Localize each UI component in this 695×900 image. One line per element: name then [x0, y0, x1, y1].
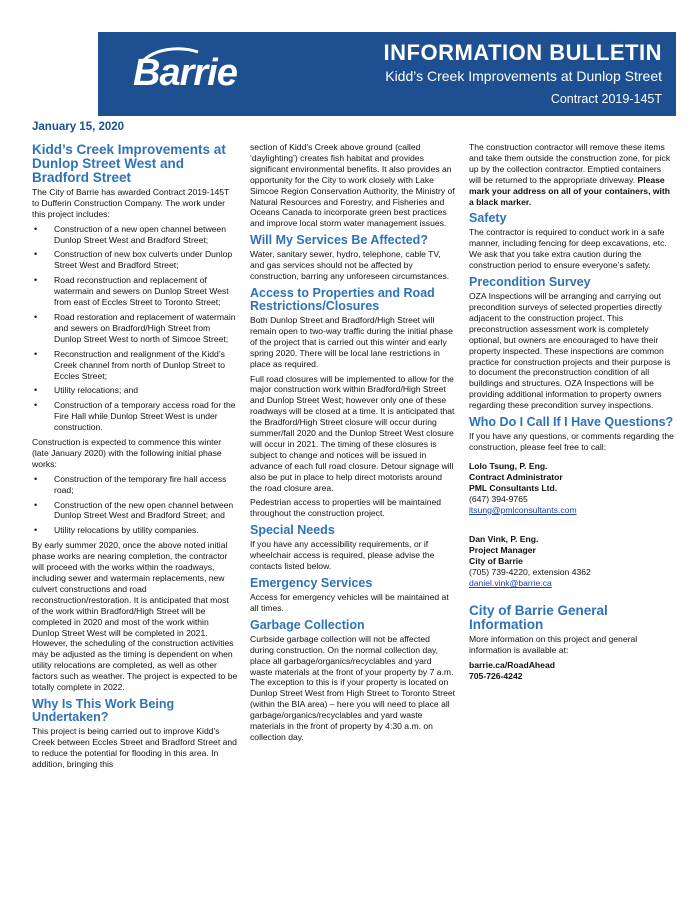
contact-email-link[interactable]: ltsung@pmlconsultants.com	[469, 504, 577, 515]
garbage-cont: The construction contractor will remove these items and take them outside the construction zone, for pick up by the collection contractor. Emptied containers will be returned to the appropriate driveway.	[469, 142, 671, 185]
emergency-text: Access for emergency vehicles will be maintained at all times.	[250, 592, 449, 613]
garbage-text: Curbside garbage collection will not be affected during construction. On the normal collection day, place all garbage/organics/recyclables and yard waste materials at the front of your property by 7 a.m. The exception to this is if your property is located on Dunlop Street West from High Street to Toronto Street (within the BIA area) – here you will need to place all garbage/organics/recyclables and yard waste materials in the front of property by 4:30 a.m. on collection day.	[250, 633, 456, 742]
contact-phone: (705) 739-4220, extension 4362	[469, 566, 591, 577]
bulletin-date: January 15, 2020	[32, 121, 125, 133]
section-heading-why: Why Is This Work Being Undertaken?	[32, 696, 175, 724]
list-item: • Road restoration and replacement of watermain and sewers on Bradford/High Street from Dunlop Street West to north of Simcoe Street;	[32, 312, 238, 345]
contact-name: Lolo Tsung, P. Eng.	[469, 460, 548, 471]
contact-phone: (647) 394-9765	[469, 493, 528, 504]
list-item: • Construction of a temporary access road for the Fire Hall while Dunlop Street West is under construction.	[32, 400, 238, 433]
section-heading-safety: Safety	[469, 211, 507, 226]
column-3	[469, 142, 675, 681]
contact-card-project-manager	[469, 534, 675, 589]
bulletin-subtitle: Kidd’s Creek Improvements at Dunlop Street	[385, 68, 662, 84]
column-2	[250, 142, 456, 747]
general-info-url: barrie.ca/RoadAhead	[469, 659, 555, 670]
list-item: • Reconstruction and realignment of the Kidd’s Creek channel from north of Dunlop Street to Eccles Street;	[32, 349, 238, 382]
list-item: • Construction of new box culverts under Dunlop Street West and Bradford Street;	[32, 249, 238, 271]
services-text: Water, sanitary sewer, hydro, telephone, cable TV, and gas services should not be affected by construction, barring any unforeseen circumstances.	[250, 249, 450, 282]
garbage-mark-notice: Please mark your address on all of your containers, with a black marker.	[469, 174, 671, 207]
garbage-text-continued	[469, 142, 675, 207]
contact-role: Contract Administrator	[469, 471, 563, 482]
list-item: • Construction of a new open channel between Dunlop Street West and Bradford Street;	[32, 224, 238, 246]
barrie-logo: Barrie	[133, 52, 237, 94]
schedule-text: By early summer 2020, once the above noted initial phase works are nearing completion, the contractor will proceed with the works within the roadways, including sewer and watermain replacements, new culvert constructions and road reconstruction/restoration. It is anticipated that most of the work within Bradford/High Street will be completed in 2020 and most of the work within Dunlop Street West will be completed in 2021. However, the scheduling of the construction activities may be adjusted as the timing is dependent on when utility relocations are completed, as well as other factors such as weather. The project is expected to be totally complete in 2022.	[32, 540, 238, 693]
bulletin-title: INFORMATION BULLETIN	[383, 40, 662, 65]
access-text-2: Full road closures will be implemented to allow for the major construction work within Bradford/High Street and Dunlop Street West; however only one of these roadways will be closed at a time. It is anticipated that the Bradford/High Street closure will occur during summer/fall 2020 and the Dunlop Street West closure will occur in 2021. The timing of these closures is subject to change and notices will be issued in advance of each full road closure. Detour signage will also be put in place to help direct motorists around the road closure area.	[250, 373, 455, 493]
section-heading-project: Kidd’s Creek Improvements at Dunlop Street West and Bradford Street	[32, 141, 226, 185]
list-item: • Utility relocations; and	[32, 385, 238, 396]
section-heading-emergency: Emergency Services	[250, 576, 373, 590]
section-heading-access: Access to Properties and Road Restrictions/Closures	[250, 285, 435, 313]
section-heading-services: Will My Services Be Affected?	[250, 233, 428, 248]
contact-org: PML Consultants Ltd.	[469, 482, 558, 493]
phase-intro: Construction is expected to commence this winter (late January 2020) with the following initial phase works:	[32, 437, 222, 469]
section-heading-precondition: Precondition Survey	[469, 275, 591, 290]
contact-name: Dan Vink, P. Eng.	[469, 533, 539, 544]
access-text-1: Both Dunlop Street and Bradford/High Street will remain open to two-way traffic during the initial phase of the project that is carried out this winter and early spring 2020. There will be local lane restrictions in place as required.	[250, 314, 453, 369]
contact-org: City of Barrie	[469, 555, 523, 566]
why-text: This project is being carried out to improve Kidd’s Creek between Eccles Street and Bradford Street and to reduce the potential for flooding in this area. In addition, bringing this	[32, 725, 237, 769]
contact-card-contract-admin	[469, 461, 675, 516]
contract-number: Contract 2019-145T	[550, 92, 662, 106]
precondition-text: OZA Inspections will be arranging and carrying out precondition surveys of selected properties directly adjacent to the construction project. This preconstruction assessment work is completely optional, but owners are encouraged to have their property inspected. These inspections are common practice for construction projects and their purpose is to document the preconstruction condition of all buildings and structures. OZA Inspections will be providing additional information to property owners regarding these precondition survey inspections.	[469, 291, 671, 411]
project-intro: The City of Barrie has awarded Contract 2019-145T to Dufferin Construction Company. The work under this project includes:	[32, 186, 230, 219]
access-text-3: Pedestrian access to properties will be maintained throughout the construction project.	[250, 497, 442, 519]
list-item: • Road reconstruction and replacement of watermain and sewers on Dunlop Street West from east of Eccles Street to Toronto Street;	[32, 275, 238, 308]
column-1	[32, 116, 238, 774]
list-item: • Construction of the temporary fire hall access road;	[32, 474, 238, 496]
section-heading-garbage: Garbage Collection	[250, 617, 365, 632]
section-heading-general-info: City of Barrie General Information	[469, 602, 608, 632]
general-info-phone: 705-726-4242	[469, 670, 523, 681]
list-item: • Construction of the new open channel between Dunlop Street West and Bradford Street; and	[32, 500, 238, 522]
contact-role: Project Manager	[469, 544, 536, 555]
list-item: • Utility relocations by utility companies.	[32, 525, 238, 536]
why-text-continued: section of Kidd’s Creek above ground (called ‘daylighting’) creates fish habitat and provides significant environmental benefits. It also provides an opportunity for the City to work closely with Lake Simcoe Region Conservation Authority, the Ministry of Natural Resources and Forestry, and Fisheries and Oceans Canada to incorporate green best practices and improve local storm water management issues.	[250, 142, 455, 229]
safety-text: The contractor is required to conduct work in a safe manner, including fencing for deep excavations, etc. We ask that you take extra caution during the construction period to ensure everyone’s safety.	[469, 227, 667, 271]
general-info-text: More information on this project and general information is available at:	[469, 633, 638, 655]
special-needs-text: If you have any accessibility requirements, or if wheelchair access is required, please advise the contacts listed below.	[250, 539, 435, 572]
section-heading-contact: Who Do I Call If I Have Questions?	[469, 415, 674, 430]
section-heading-special-needs: Special Needs	[250, 523, 335, 538]
contact-intro: If you have any questions, or comments regarding the construction, please feel free to call:	[469, 431, 674, 452]
contact-email-link[interactable]: daniel.vink@barrie.ca	[469, 577, 552, 588]
